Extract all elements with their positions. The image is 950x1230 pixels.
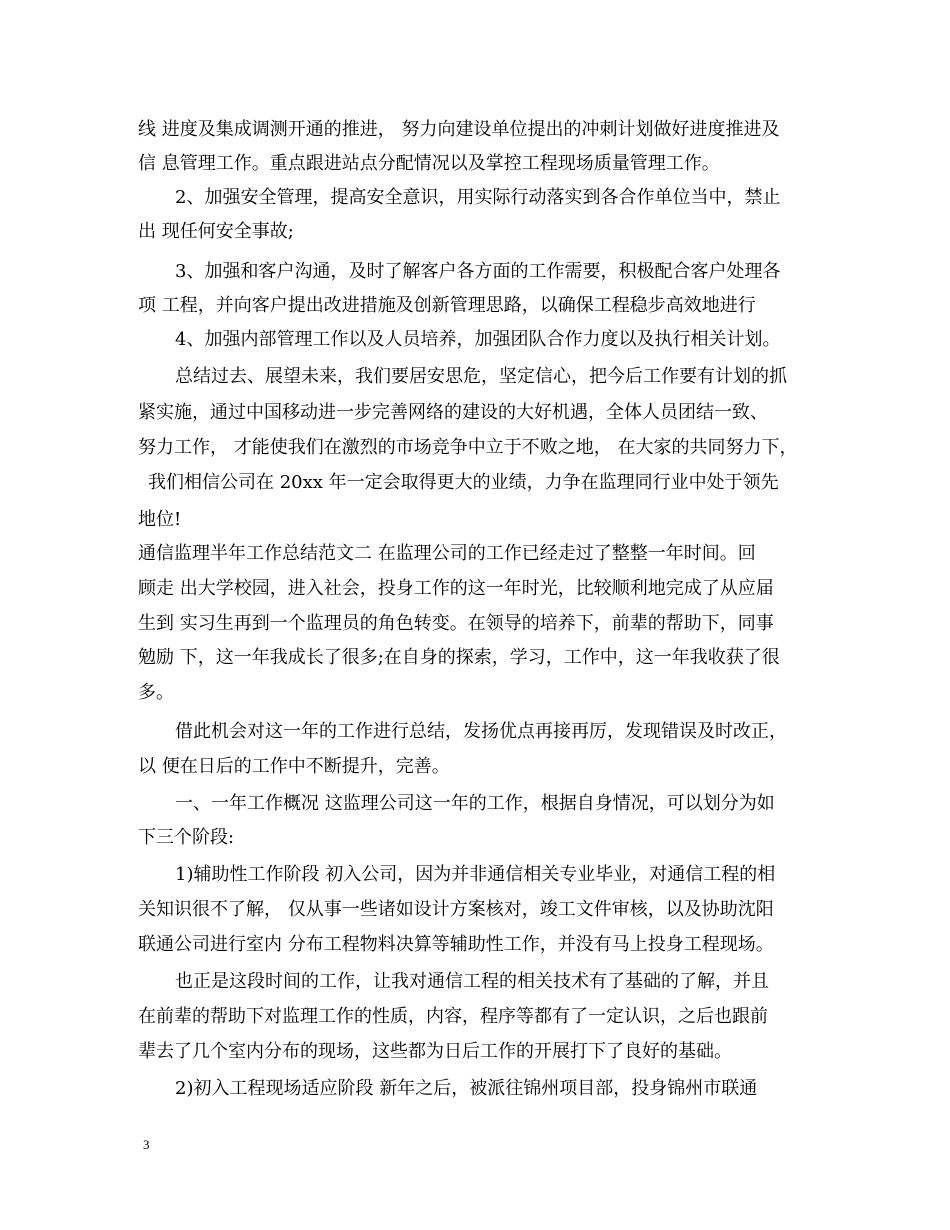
text-line: 1)辅助性工作阶段 初入公司，因为并非通信相关专业毕业，对通信工程的相 xyxy=(175,864,776,885)
text-line: 通信监理半年工作总结范文二 在监理公司的工作已经走过了整整一年时间。回 xyxy=(138,543,756,564)
text-line: 总结过去、展望未来，我们要居安思危，坚定信心，把今后工作要有计划的抓 xyxy=(175,366,787,387)
text-line: 4、加强内部管理工作以及人员培养，加强团队合作力度以及执行相关计划。 xyxy=(175,329,781,350)
text-line: 在前辈的帮助下对监理工作的性质，内容，程序等都有了一定认识，之后也跟前 xyxy=(138,1006,768,1027)
text-line: 顾走 出大学校园，进入社会，投身工作的这一年时光，比较顺利地完成了从应届 xyxy=(138,578,774,599)
text-line: 联通公司进行室内 分布工程物料决算等辅助性工作，并没有马上投身工程现场。 xyxy=(138,934,774,955)
page-number: 3 xyxy=(143,1137,150,1152)
text-line: 勉励 下，这一年我成长了很多;在自身的探索，学习，工作中，这一年我收获了很 xyxy=(138,647,780,668)
text-line: 多。 xyxy=(138,682,174,703)
text-line: 3、加强和客户沟通，及时了解客户各方面的工作需要，积极配合客户处理各 xyxy=(175,261,781,282)
text-line: 下三个阶段: xyxy=(138,827,235,848)
text-line: 关知识很不了解， 仅从事一些诸如设计方案核对，竣工文件审核，以及协助沈阳 xyxy=(138,899,774,920)
text-line: 努力工作， 才能使我们在激烈的市场竞争中立于不败之地， 在大家的共同努力下， xyxy=(138,437,798,458)
text-line: 出 现任何安全事故; xyxy=(138,221,294,242)
text-line: 项 工程，并向客户提出改进措施及创新管理思路，以确保工程稳步高效地进行 xyxy=(138,295,756,316)
text-line: 以 便在日后的工作中不断提升，完善。 xyxy=(138,756,450,777)
text-line: 2)初入工程现场适应阶段 新年之后，被派往锦州项目部，投身锦州市联通 xyxy=(175,1078,758,1099)
text-line: 辈去了几个室内分布的现场，这些都为日后工作的开展打下了良好的基础。 xyxy=(138,1041,732,1062)
text-line: 线 进度及集成调测开通的推进， 努力向建设单位提出的冲刺计划做好进度推进及 xyxy=(138,119,780,140)
text-line: 借此机会对这一年的工作进行总结，发扬优点再接再厉，发现错误及时改正， xyxy=(175,721,787,742)
text-line: 我们相信公司在 20xx 年一定会取得更大的业绩，力争在监理同行业中处于领先 xyxy=(148,472,779,493)
text-line: 紧实施，通过中国移动进一步完善网络的建设的大好机遇，全体人员团结一致、 xyxy=(138,402,768,423)
text-line: 生到 实习生再到一个监理员的角色转变。在领导的培养下，前辈的帮助下，同事 xyxy=(138,613,774,634)
text-line: 2、加强安全管理，提高安全意识，用实际行动落实到各合作单位当中，禁止 xyxy=(175,187,781,208)
text-line: 一、一年工作概况 这监理公司这一年的工作，根据自身情况，可以划分为如 xyxy=(175,793,775,814)
text-line: 信 息管理工作。重点跟进站点分配情况以及掌控工程现场质量管理工作。 xyxy=(138,153,720,174)
text-line: 也正是这段时间的工作，让我对通信工程的相关技术有了基础的了解，并且 xyxy=(175,971,769,992)
text-line: 地位! xyxy=(138,509,182,530)
